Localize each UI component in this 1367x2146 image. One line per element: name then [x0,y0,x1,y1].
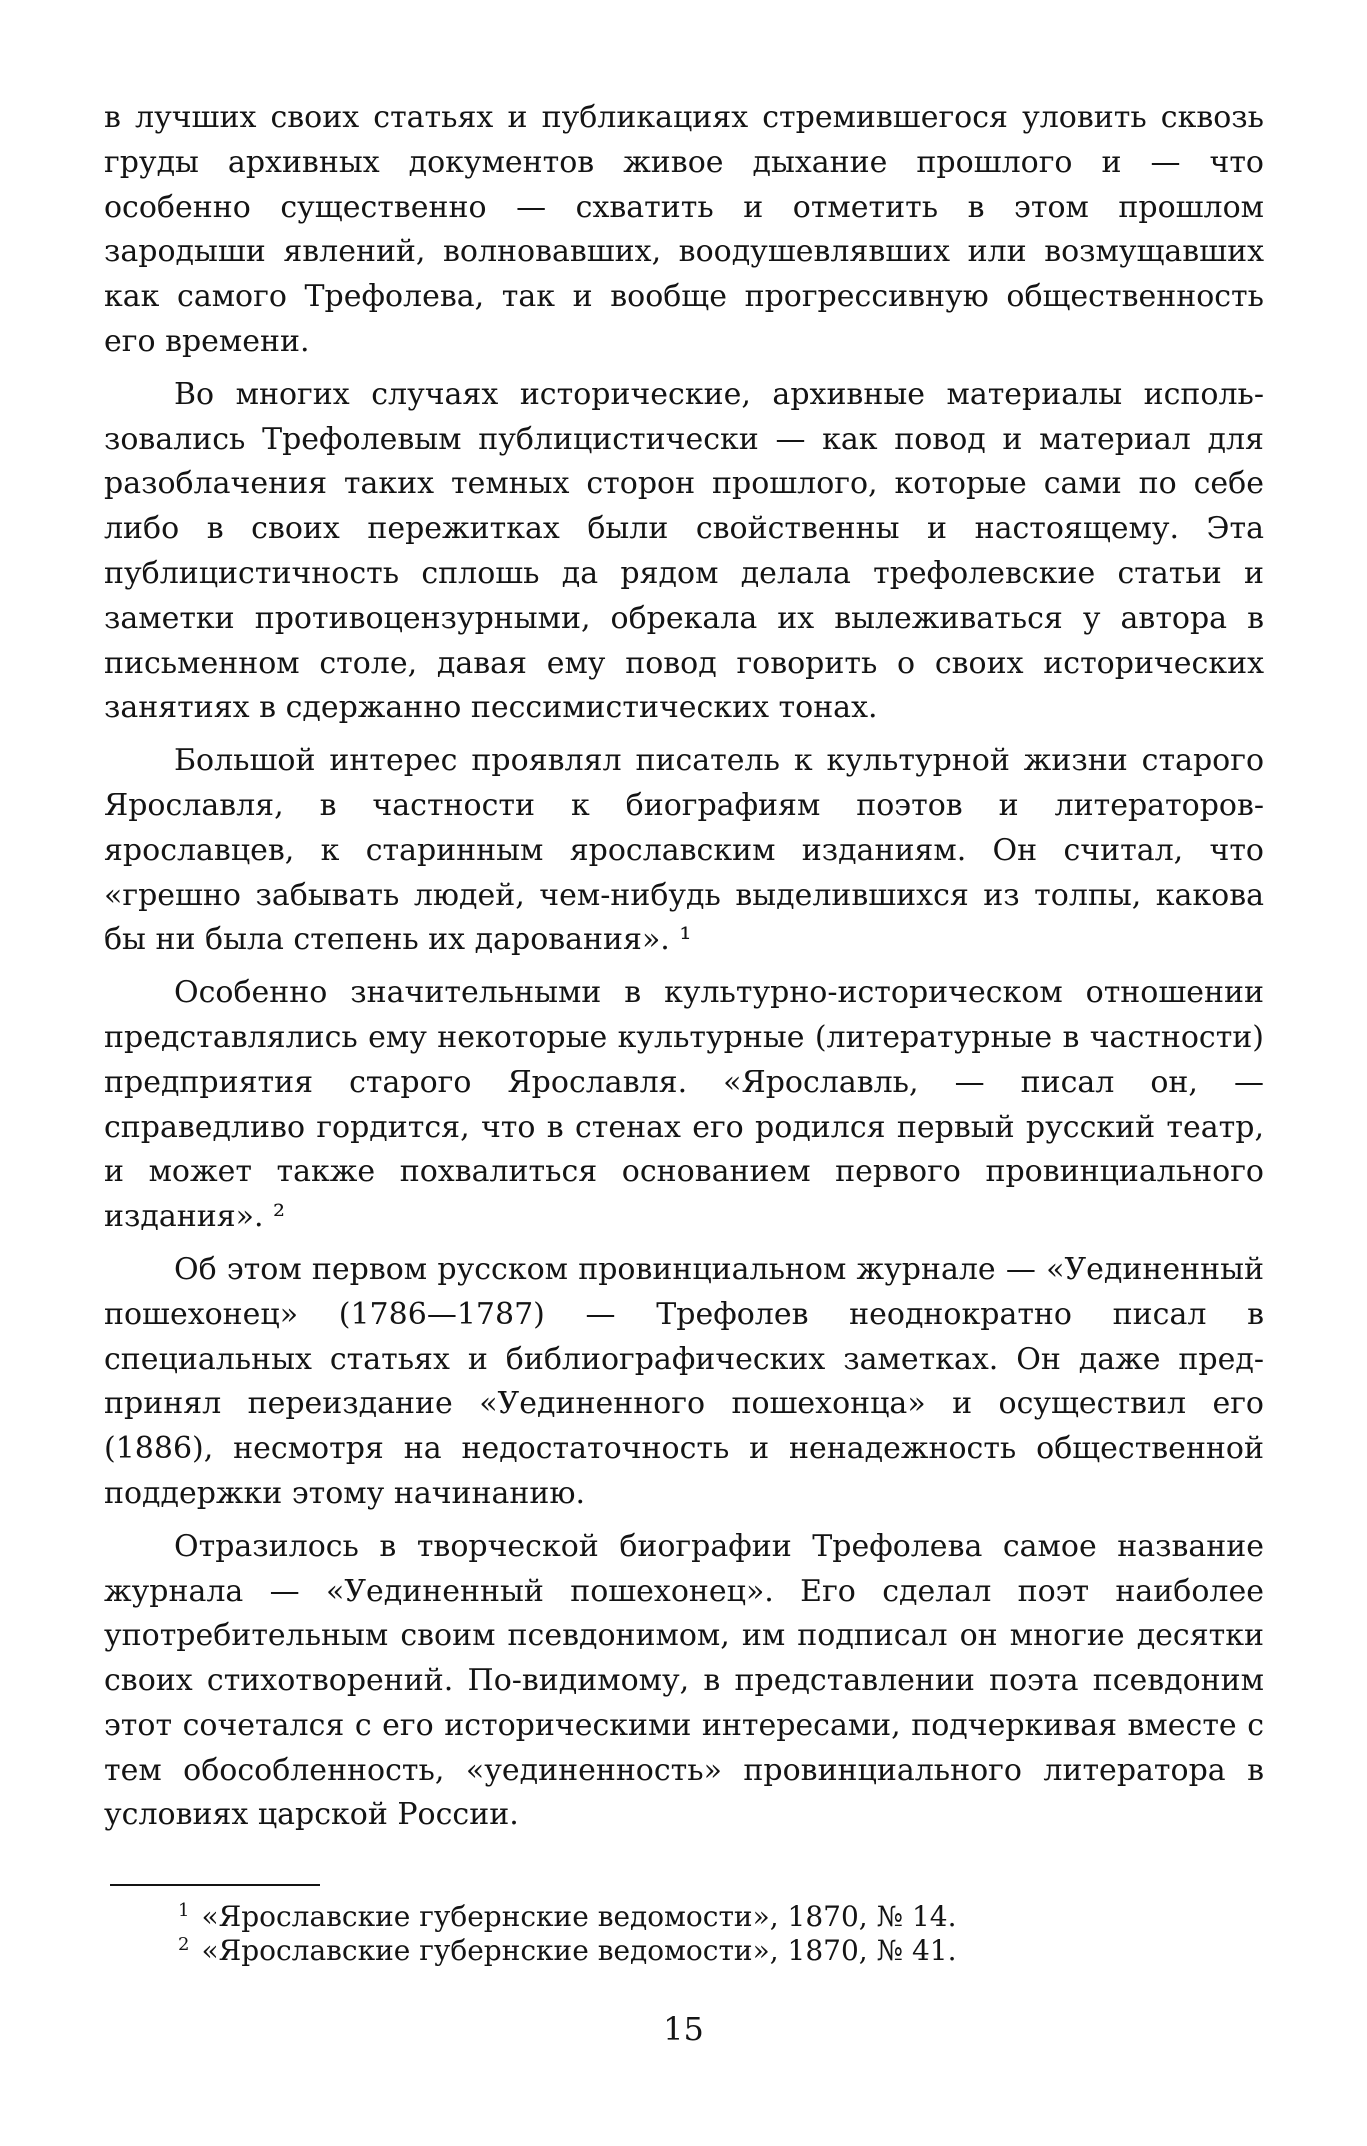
footnote-mark: 2 [178,1933,190,1955]
paragraph-6: Отразилось в творческой биографии Трефолева самое название журнала — «Уединенный пошехонец». Его сделал поэт наиболее употребительным своим псевдонимом, им подписал он многие десятки своих стихотворений. По-видимому, в представлении поэта псевдоним этот сочетался с его историческими интересами, подчеркивая вместе с тем обособленность, «уединенность» провинциального литератора в условиях царской России. [104,1528,1264,1833]
paragraph-4: Особенно значительными в культурно-историческом отношении представлялись ему некоторые культурные (литературные в частности) предприятия старого Ярославля. «Ярославль, — писал он, — справедливо гордится, что в стенах его родился первый русский театр, и может также похвалиться основанием первого провинциального издания». ² [104,975,1264,1235]
main-text [104,96,1264,1846]
paragraph-5: Об этом первом русском провинциальном журнале — «Уединенный пошехонец» (1786—1787) — Трефолев неоднократно писал в специальных статьях и библиографических заметках. Он даже предпринял переиздание «Уединенного пошехонца» и осуществил его (1886), несмотря на недостаточность и ненадежность общественной поддержки этому начинанию. [104,1251,1264,1511]
footnote-2 [178,1934,1178,1968]
footnote-mark: 1 [178,1899,190,1921]
paragraph-1: в лучших своих статьях и публикациях стремившегося уловить сквозь груды архивных документов живое дыхание прошлого и — что особенно существенно — схватить и отметить в этом прошлом зародыши явлений, волновавших, воодушевлявших или возмущавших как самого Трефолева, так и вообще прогрессивную общественность его времени. [104,100,1264,359]
page-number: 15 [663,2010,704,2048]
footnote-text: «Ярославские губернские ведомости», 1870, № 14. [201,1900,957,1933]
paragraph-2: Во многих случаях исторические, архивные материалы использовались Трефолевым публицистически — как повод и материал для разоблачения таких темных сторон прошлого, которые сами по себе либо в своих пережитках были свойственны и настоящему. Эта публицистичность сплошь да рядом делала трефолевские статьи и заметки противоцензурными, обрекала их вылеживаться у автора в письменном столе, давая ему повод говорить о своих исторических занятиях в сдержанно пессимистических тонах. [104,376,1264,726]
footnote-divider [110,1884,320,1886]
footnotes [178,1900,1178,1968]
footnote-1 [178,1900,1178,1934]
footnote-text: «Ярославские губернские ведомости», 1870, № 41. [201,1934,957,1967]
paragraph-3: Большой интерес проявлял писатель к культурной жизни старого Ярославля, в частности к биографиям поэтов и литераторов-ярославцев, к старинным ярославским изданиям. Он считал, что «грешно забывать людей, чем-нибудь выделившихся из толпы, какова бы ни была степень их дарования». ¹ [104,743,1264,958]
